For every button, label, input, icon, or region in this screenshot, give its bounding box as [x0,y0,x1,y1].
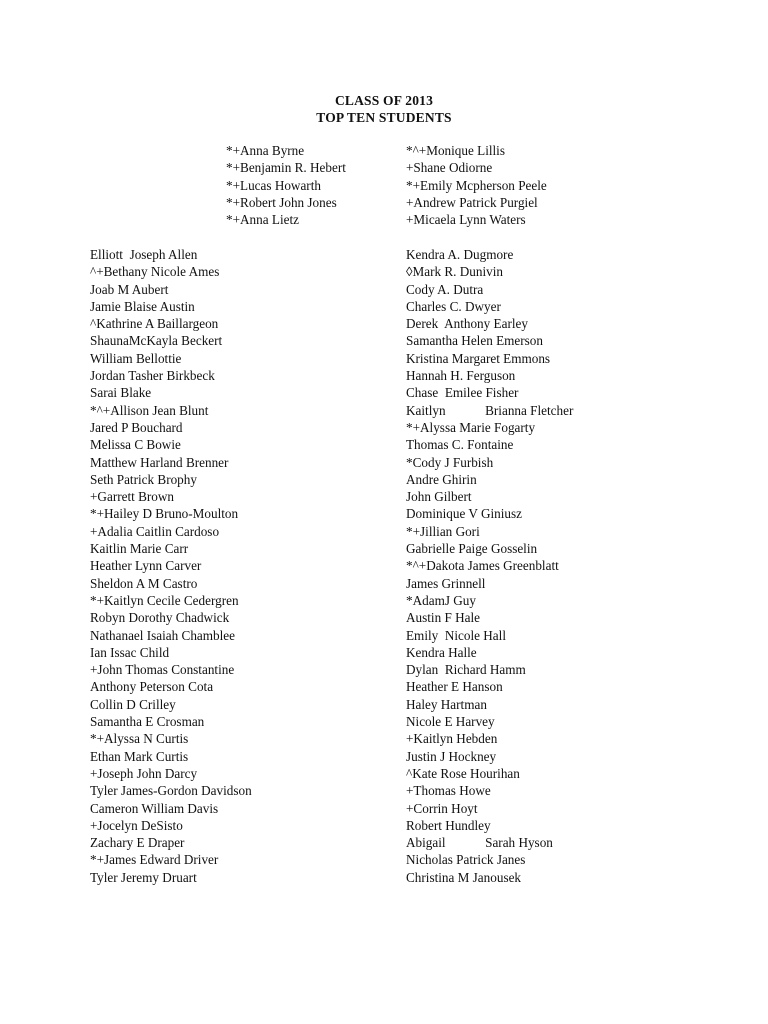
student-name: Christina M Janousek [406,869,522,885]
top-ten-student: *+Robert John Jones [226,194,337,210]
student-name: +John Thomas Constantine [90,662,235,678]
student-name: *+Kaitlyn Cecile Cedergren [90,592,239,608]
student-name: Nathanael Isaiah Chamblee [90,627,235,643]
student-name: *+Alyssa Marie Fogarty [406,419,536,435]
student-name: Tyler Jeremy Druart [90,869,197,885]
student-name: ^+Bethany Nicole Ames [90,264,220,280]
student-name: +Thomas Howe [406,783,491,799]
student-name: Sheldon A M Castro [90,575,198,591]
student-name: ◊Mark R. Dunivin [406,264,503,280]
student-name: *+Jillian Gori [406,523,480,539]
student-name: Cody A. Dutra [406,281,484,297]
top-ten-student: *+Lucas Howarth [226,177,321,193]
student-name: +Kaitlyn Hebden [406,731,498,747]
student-name: Samantha Helen Emerson [406,333,543,349]
student-name: +Corrin Hoyt [406,800,478,816]
student-name: Jared P Bouchard [90,419,183,435]
student-name: ^Kathrine A Baillargeon [90,316,219,332]
student-name: ShaunaMcKayla Beckert [90,333,223,349]
student-name: *+Hailey D Bruno-Moulton [90,506,239,522]
student-name: Austin F Hale [406,610,480,626]
student-name: Seth Patrick Brophy [90,471,197,487]
student-name: Dylan Richard Hamm [406,662,526,678]
student-name: Kaitlyn Brianna Fletcher [406,402,574,418]
student-name: Kristina Margaret Emmons [406,350,551,366]
student-name: Kendra A. Dugmore [406,247,514,262]
student-name: Gabrielle Paige Gosselin [406,541,538,557]
student-list-right [406,246,573,886]
document-subtitle: TOP TEN STUDENTS [316,110,452,125]
student-name: Elliott Joseph Allen [90,247,198,262]
top-ten-list-right [406,142,547,228]
student-name: Jordan Tasher Birkbeck [90,368,215,384]
student-name: William Bellottie [90,350,182,366]
student-name: Charles C. Dwyer [406,298,501,314]
student-name: Samantha E Crosman [90,714,205,730]
student-name: *^+Dakota James Greenblatt [406,558,559,574]
student-name: Anthony Peterson Cota [90,679,214,695]
student-name: Robyn Dorothy Chadwick [90,610,230,626]
top-ten-list-left [226,142,346,228]
top-ten-student: +Andrew Patrick Purgiel [406,194,538,210]
top-ten-student: *+Benjamin R. Hebert [226,160,346,176]
student-name: +Joseph John Darcy [90,765,198,781]
student-name: Ethan Mark Curtis [90,748,189,764]
student-name: Nicole E Harvey [406,714,495,730]
student-name: Kendra Halle [406,644,477,660]
student-name: Collin D Crilley [90,696,176,712]
student-name: Heather Lynn Carver [90,558,202,574]
student-name: Derek Anthony Earley [406,316,528,332]
top-ten-student: +Micaela Lynn Waters [406,212,526,228]
top-ten-student: *+Anna Byrne [226,143,305,158]
student-name: +Garrett Brown [90,489,174,505]
student-name: Cameron William Davis [90,800,219,816]
student-name: Thomas C. Fontaine [406,437,514,453]
student-name: *+Alyssa N Curtis [90,731,189,747]
student-name: *AdamJ Guy [406,592,476,608]
student-name: Jamie Blaise Austin [90,298,195,314]
student-name: Andre Ghirin [406,471,477,487]
student-name: Emily Nicole Hall [406,627,506,643]
top-ten-student: +Shane Odiorne [406,160,493,176]
student-name: ^Kate Rose Hourihan [406,765,520,781]
student-name: Dominique V Giniusz [406,506,523,522]
document-title: CLASS OF 2013 [334,93,434,108]
student-name: Joab M Aubert [90,281,169,297]
student-name: +Jocelyn DeSisto [90,817,183,833]
student-name: Matthew Harland Brenner [90,454,229,470]
top-ten-student: *+Anna Lietz [226,212,299,228]
student-name: *+James Edward Driver [90,852,219,868]
student-name: Tyler James-Gordon Davidson [90,783,252,799]
top-ten-student: *+Emily Mcpherson Peele [406,177,547,193]
student-name: Zachary E Draper [90,835,185,851]
student-name: Heather E Hanson [406,679,503,695]
student-name: Sarai Blake [90,385,152,401]
student-name: Justin J Hockney [406,748,497,764]
student-name: James Grinnell [406,575,486,591]
top-ten-student: *^+Monique Lillis [406,143,505,158]
student-name: Melissa C Bowie [90,437,181,453]
student-name: +Adalia Caitlin Cardoso [90,523,220,539]
student-name: Haley Hartman [406,696,487,712]
student-name: Nicholas Patrick Janes [406,852,526,868]
student-name: Ian Issac Child [90,644,170,660]
student-list-left [90,246,252,886]
student-name: John Gilbert [406,489,472,505]
student-name: Chase Emilee Fisher [406,385,519,401]
student-name: *Cody J Furbish [406,454,494,470]
student-name: *^+Allison Jean Blunt [90,402,209,418]
student-name: Robert Hundley [406,817,491,833]
student-name: Hannah H. Ferguson [406,368,516,384]
student-name: Abigail Sarah Hyson [406,835,553,851]
student-name: Kaitlin Marie Carr [90,541,189,557]
